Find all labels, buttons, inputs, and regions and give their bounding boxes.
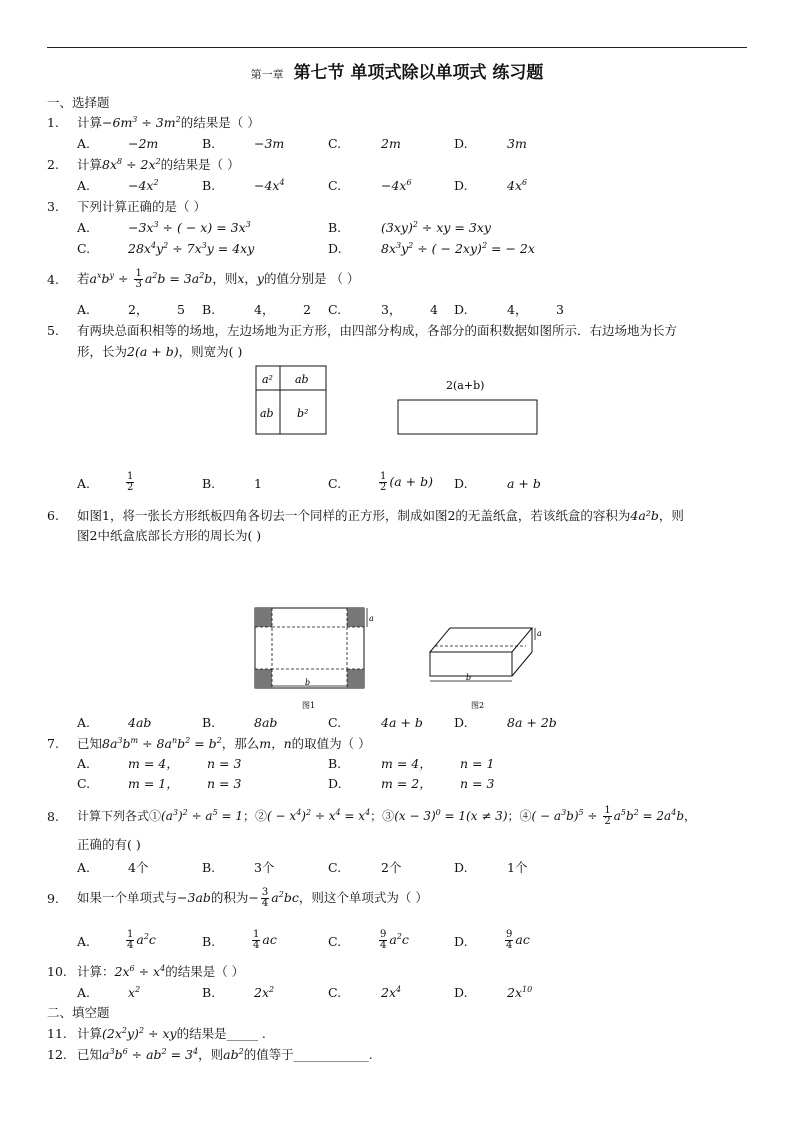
q4-option-b-y: 2 — [303, 302, 311, 317]
q8-label-d: D. — [454, 860, 468, 875]
q1-label-c: C. — [328, 136, 342, 151]
q1-option-d: 3m — [507, 136, 527, 151]
q8-option-c: 2个 — [381, 860, 402, 875]
q6-option-c: 4a + b — [381, 715, 423, 730]
q8-option-b: 3个 — [254, 860, 275, 875]
q9-option-d: $\frac{9}{4}$ ac — [506, 929, 530, 951]
q8-stem-line2: 正确的有( ) — [77, 837, 141, 852]
q5-stem-line2: 形，长为2(a + b)，则宽为( ) — [77, 344, 243, 359]
q4-label-a: A. — [77, 302, 91, 317]
q6-label-d: D. — [454, 715, 468, 730]
q3-option-c: $28x^4y^2 \div 7x^3y = 4xy$ — [128, 240, 255, 256]
square-field-figure — [256, 366, 326, 434]
q10-option-c: $2x^4$ — [381, 984, 402, 1000]
q5-label-d: D. — [454, 476, 468, 491]
q5-number: 5. — [47, 323, 59, 338]
q5-option-a: $\frac{1}{2}$ — [127, 471, 134, 493]
q7-stem: 已知$8a^3b^m \div 8a^nb^2 = b^2$，那么m，n的取值为（ ） — [77, 735, 371, 751]
q6-option-a: 4ab — [128, 715, 152, 730]
q9-stem: 如果一个单项式与−3ab的积为− $\frac{3}{4}$ $a^2bc$，则这个单项式为（ ） — [77, 887, 428, 909]
q5-figure — [250, 362, 550, 440]
q1-option-c: 2m — [381, 136, 401, 151]
q8-label-c: C. — [328, 860, 342, 875]
q2-number: 2. — [47, 157, 59, 172]
q1-option-a: −2m — [128, 136, 159, 151]
figure1-caption: 图1 — [302, 701, 316, 710]
q7-label-b: B. — [328, 756, 342, 771]
q6-number: 6. — [47, 508, 59, 523]
q7-option-a-m: m = 4， — [128, 756, 179, 771]
q12-stem: 已知$a^3b^6 \div ab^2 = 3^4$，则$ab^2$的值等于____________. — [77, 1046, 373, 1062]
q7-option-b-n: n = 1 — [460, 756, 495, 771]
page-title — [0, 58, 794, 83]
q3-label-d: D. — [328, 241, 342, 256]
q9-number: 9. — [47, 891, 59, 906]
svg-text:b: b — [466, 673, 472, 682]
q4-option-a-x: 2， — [128, 302, 149, 317]
corner-square-bl — [255, 669, 272, 688]
corner-square-tl — [255, 608, 272, 627]
figure1-cardboard — [255, 608, 374, 710]
q2-label-d: D. — [454, 178, 468, 193]
section-choice: 一、选择题 — [47, 95, 110, 110]
q4-option-c-x: 3， — [381, 302, 402, 317]
q4-option-c-y: 4 — [430, 302, 438, 317]
q4-label-c: C. — [328, 302, 342, 317]
q9-label-d: D. — [454, 934, 468, 949]
q7-option-c-m: m = 1， — [128, 776, 179, 791]
q7-label-a: A. — [77, 756, 91, 771]
q8-number: 8. — [47, 809, 59, 824]
q8-option-d: 1个 — [507, 860, 528, 875]
q4-label-b: B. — [202, 302, 216, 317]
q5-label-a: A. — [77, 476, 91, 491]
figure2-box — [430, 628, 542, 710]
q6-label-a: A. — [77, 715, 91, 730]
q1-stem: 计算$-6m^3 \div 3m^2$的结果是（ ） — [77, 114, 260, 130]
q1-label-b: B. — [202, 136, 216, 151]
figure2-caption: 图2 — [471, 701, 485, 710]
q4-option-a-y: 5 — [177, 302, 185, 317]
q9-label-c: C. — [328, 934, 342, 949]
q2-option-b: $-4x^4$ — [254, 177, 285, 193]
q2-label-a: A. — [77, 178, 91, 193]
top-rule — [47, 47, 747, 48]
q6-label-c: C. — [328, 715, 342, 730]
cell-a2: a² — [262, 373, 273, 386]
q4-option-d-x: 4， — [507, 302, 528, 317]
q1-number: 1. — [47, 115, 59, 130]
q6-stem-line2: 图2中纸盒底部长方形的周长为( ) — [77, 528, 262, 543]
q4-option-d-y: 3 — [556, 302, 564, 317]
q9-label-b: B. — [202, 934, 216, 949]
q10-option-d: $2x^{10}$ — [507, 984, 533, 1000]
q8-stem: 计算下列各式$①(a^3)^2 \div a^5 = 1$；②( − $x^4)^2 \div x^4 = x^4$；③(x − 3)$^0$ = 1(x ≠ 3)；④( − $a^3b)^5$ ÷ $\frac{1}{2}$ $a^5b^2 = 2a^4b$， — [77, 805, 697, 827]
q10-stem: 计算：$2x^6 \div x^4$的结果是（ ） — [77, 963, 245, 979]
q3-label-a: A. — [77, 220, 91, 235]
q1-label-d: D. — [454, 136, 468, 151]
q3-number: 3. — [47, 199, 59, 214]
q10-label-b: B. — [202, 985, 216, 1000]
q3-label-c: C. — [77, 241, 91, 256]
q3-label-b: B. — [328, 220, 342, 235]
q2-label-c: C. — [328, 178, 342, 193]
q6-stem-line1: 如图1，将一张长方形纸板四角各切去一个同样的正方形，制成如图2的无盖纸盒，若该纸盒的容积为4a²b，则 — [77, 508, 684, 523]
q12-number: 12. — [47, 1047, 67, 1062]
q8-label-b: B. — [202, 860, 216, 875]
q3-stem: 下列计算正确的是（ ） — [77, 199, 206, 214]
q6-label-b: B. — [202, 715, 216, 730]
section-fill-blank: 二、填空题 — [47, 1005, 110, 1020]
q2-option-d: $4x^6$ — [507, 177, 528, 193]
chapter-label: 第一章 — [250, 68, 284, 81]
q8-option-a: 4个 — [128, 860, 149, 875]
q10-label-a: A. — [77, 985, 91, 1000]
q5-option-b: 1 — [254, 476, 262, 491]
cell-ab-left: ab — [260, 407, 274, 420]
q7-option-b-m: m = 4， — [381, 756, 432, 771]
q4-number: 4. — [47, 272, 59, 287]
q2-stem: 计算$8x^8 \div 2x^2$的结果是（ ） — [77, 156, 240, 172]
q7-number: 7. — [47, 736, 59, 751]
corner-square-tr — [347, 608, 364, 627]
q6-figure — [245, 600, 565, 715]
svg-text:a: a — [369, 614, 374, 623]
q7-option-d-m: m = 2， — [381, 776, 432, 791]
q2-option-c: $-4x^6$ — [381, 177, 412, 193]
q2-label-b: B. — [202, 178, 216, 193]
q9-label-a: A. — [77, 934, 91, 949]
q10-number: 10. — [47, 964, 67, 979]
q5-label-c: C. — [328, 476, 342, 491]
q10-option-a: $x^2$ — [128, 984, 141, 1000]
q6-option-d: 8a + 2b — [507, 715, 557, 730]
cell-b2: b² — [297, 407, 309, 420]
q9-option-c: $\frac{9}{4}$ $a^2c$ — [380, 929, 409, 951]
q3-option-d: $8x^3y^2$ ÷ ( − 2xy)$^2$ = − 2x — [381, 240, 535, 256]
q11-stem: 计算$(2x^2y)^2$ ÷ xy的结果是_____ . — [77, 1025, 266, 1041]
q3-option-a: $-3x^3$ ÷ ( − $x) = 3x^3$ — [128, 219, 251, 235]
title-text: 第七节 单项式除以单项式 练习题 — [293, 63, 544, 83]
q5-label-b: B. — [202, 476, 216, 491]
q11-number: 11. — [47, 1026, 67, 1041]
q7-option-a-n: n = 3 — [207, 756, 242, 771]
q4-label-d: D. — [454, 302, 468, 317]
q10-label-c: C. — [328, 985, 342, 1000]
q1-label-a: A. — [77, 136, 91, 151]
q6-option-b: 8ab — [254, 715, 278, 730]
rect-field-figure — [398, 379, 537, 434]
q7-option-c-n: n = 3 — [207, 776, 242, 791]
svg-text:a: a — [537, 629, 542, 638]
svg-text:b: b — [305, 678, 311, 687]
cell-ab-top: ab — [295, 373, 309, 386]
q9-option-a: $\frac{1}{4}$ $a^2c$ — [127, 929, 156, 951]
q9-option-b: $\frac{1}{4}$ ac — [253, 929, 277, 951]
q7-label-c: C. — [77, 776, 91, 791]
q2-option-a: $-4x^2$ — [128, 177, 159, 193]
q7-label-d: D. — [328, 776, 342, 791]
q5-option-c: $\frac{1}{2}$ (a + b) — [380, 471, 434, 493]
rect-length-label: 2(a+b) — [446, 379, 485, 392]
q5-option-d: a + b — [507, 476, 541, 491]
q3-option-b: $(3xy)^2$ ÷ xy = 3xy — [381, 219, 491, 235]
q10-option-b: $2x^2$ — [254, 984, 275, 1000]
corner-square-br — [347, 669, 364, 688]
q1-option-b: −3m — [254, 136, 285, 151]
q10-label-d: D. — [454, 985, 468, 1000]
q4-option-b-x: 4， — [254, 302, 275, 317]
q8-label-a: A. — [77, 860, 91, 875]
q7-option-d-n: n = 3 — [460, 776, 495, 791]
q5-stem-line1: 有两块总面积相等的场地，左边场地为正方形，由四部分构成，各部分的面积数据如图所示．右边场地为长方 — [77, 323, 678, 338]
q4-stem: 若$a^xb^y$ ÷ $\frac{1}{3}$ $a^2b = 3a^2b$，则x，y的值分别是 （ ） — [77, 268, 360, 290]
